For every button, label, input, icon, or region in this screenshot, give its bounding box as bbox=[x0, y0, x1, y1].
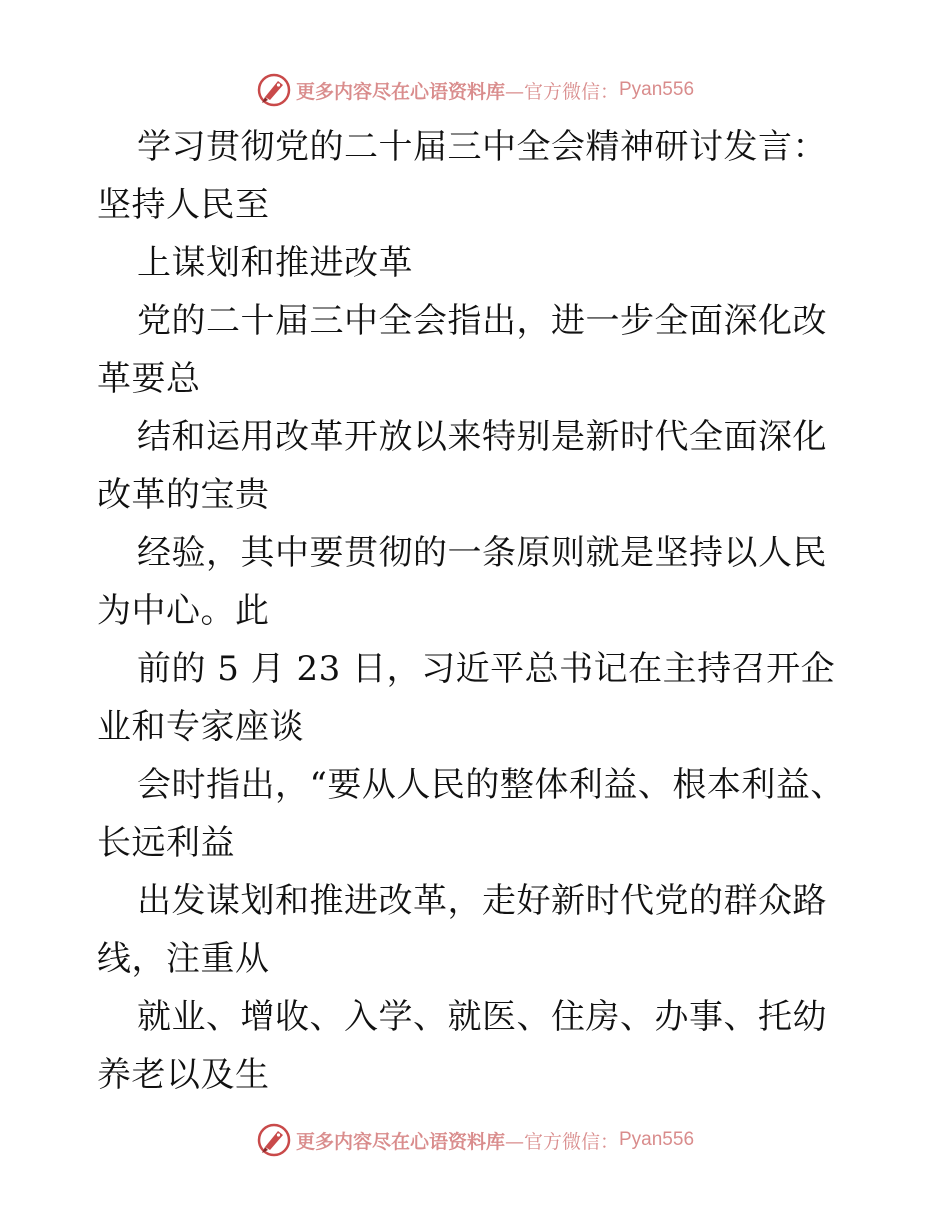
text-line: 学习贯彻党的二十届三中全会精神研讨发言：坚持人民至 bbox=[97, 127, 827, 225]
paragraph-title-continued bbox=[97, 234, 857, 292]
footer-watermark bbox=[0, 1118, 950, 1162]
pen-nib-circle-icon bbox=[256, 1122, 292, 1158]
watermark-id-text: Pyan556 bbox=[619, 79, 695, 100]
document-body bbox=[97, 118, 857, 1104]
text-line: 会时指出，“要从人民的整体利益、根本利益、长远利益 bbox=[97, 765, 845, 863]
text-line: 党的二十届三中全会指出，进一步全面深化改革要总 bbox=[97, 301, 827, 399]
pen-nib-circle-icon bbox=[256, 72, 292, 108]
text-line: 上谋划和推进改革 bbox=[137, 243, 413, 283]
header-watermark bbox=[0, 68, 950, 112]
paragraph-body bbox=[97, 872, 857, 988]
text-line: 结和运用改革开放以来特别是新时代全面深化改革的宝贵 bbox=[97, 417, 827, 515]
paragraph-body bbox=[97, 988, 857, 1104]
watermark-main-text: 更多内容尽在心语资料库 bbox=[295, 1130, 505, 1153]
watermark-main-text: 更多内容尽在心语资料库 bbox=[295, 80, 505, 103]
paragraph-body bbox=[97, 640, 857, 756]
text-line: 就业、增收、入学、就医、住房、办事、托幼养老以及生 bbox=[97, 997, 827, 1095]
paragraph-body bbox=[97, 524, 857, 640]
paragraph-title bbox=[97, 118, 857, 234]
paragraph-body bbox=[97, 408, 857, 524]
paragraph-body bbox=[97, 292, 857, 408]
watermark-id-text: Pyan556 bbox=[619, 1129, 695, 1150]
paragraph-body bbox=[97, 756, 857, 872]
text-line: 经验，其中要贯彻的一条原则就是坚持以人民为中心。此 bbox=[97, 533, 827, 631]
watermark-sub-text: —官方微信： bbox=[504, 80, 619, 103]
text-line: 前的 5 月 23 日，习近平总书记在主持召开企业和专家座谈 bbox=[97, 649, 836, 747]
watermark-sub-text: —官方微信： bbox=[504, 1130, 619, 1153]
text-line: 出发谋划和推进改革，走好新时代党的群众路线，注重从 bbox=[97, 881, 827, 979]
